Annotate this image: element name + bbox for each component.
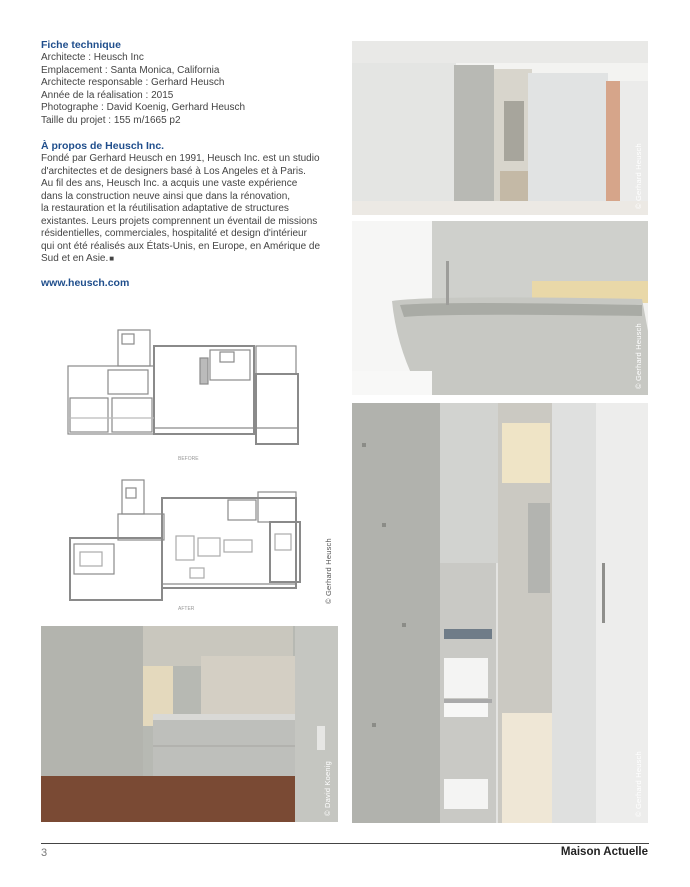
end-mark: ■ xyxy=(109,254,115,263)
plan-after xyxy=(70,480,300,600)
fiche-technique-section xyxy=(41,39,341,127)
floor-plans xyxy=(60,318,340,618)
about-line: qui ont été réalisés aux États-Unis, en Europe, en Amérique de xyxy=(41,240,321,252)
fiche-lines xyxy=(41,52,341,127)
photo-vanity xyxy=(41,626,338,822)
photo-shower xyxy=(352,403,648,823)
shower-credit: © Gerhard Heusch xyxy=(634,751,643,817)
bathtub-credit: © Gerhard Heusch xyxy=(634,323,643,389)
page-number: 3 xyxy=(41,847,48,859)
about-line: résidentielles, commerciales, hospitalité et design d'intérieur xyxy=(41,228,307,239)
bathtub-image xyxy=(352,221,648,395)
fiche-architect: Architecte : Heusch Inc xyxy=(41,52,144,63)
shower-image xyxy=(352,403,648,823)
fiche-heading: Fiche technique xyxy=(41,39,121,51)
about-line-last xyxy=(41,253,341,266)
about-line: Au fil des ans, Heusch Inc. a acquis une vaste expérience xyxy=(41,178,298,189)
plans-credit: © Gerhard Heusch xyxy=(324,538,333,604)
vanity-image xyxy=(41,626,338,822)
footer-rule xyxy=(41,843,649,844)
corridor-image xyxy=(352,41,648,215)
website-link[interactable]: www.heusch.com xyxy=(41,277,130,289)
plan-room xyxy=(68,366,154,434)
fiche-year: Année de la réalisation : 2015 xyxy=(41,89,174,101)
fiche-photographer: Photographe : David Koenig, Gerhard Heusch xyxy=(41,102,246,113)
fiche-size: Taille du projet : 155 m/1665 p2 xyxy=(41,114,181,126)
about-body xyxy=(41,153,341,266)
about-line: d'architectes et de designers basé à Los Angeles et à Paris. xyxy=(41,165,306,177)
floor-plan-drawings xyxy=(60,318,340,618)
plan-before-label: BEFORE xyxy=(178,456,199,462)
plan-after-label: AFTER xyxy=(178,606,195,612)
magazine-name: Maison Actuelle xyxy=(560,846,648,858)
corridor-credit: © Gerhard Heusch xyxy=(634,143,643,209)
photo-corridor xyxy=(352,41,648,215)
about-line: Fondé par Gerhard Heusch en 1991, Heusch Inc. est un studio xyxy=(41,153,320,164)
about-line: la restauration et la réutilisation adaptative de structures xyxy=(41,203,289,214)
about-line: Sud et en Asie. xyxy=(41,253,109,264)
photo-bathtub xyxy=(352,221,648,395)
fiche-lead-architect: Architecte responsable : Gerhard Heusch xyxy=(41,77,225,88)
about-line: existantes. Leurs projets comprennent un éventail de missions xyxy=(41,215,318,227)
about-line: dans la construction neuve ainsi que dans la rénovation, xyxy=(41,190,291,202)
fiche-location: Emplacement : Santa Monica, California xyxy=(41,64,220,76)
vanity-credit: © David Koenig xyxy=(323,760,332,816)
about-section xyxy=(41,140,341,266)
plan-before xyxy=(68,330,298,444)
about-heading: À propos de Heusch Inc. xyxy=(41,140,165,152)
